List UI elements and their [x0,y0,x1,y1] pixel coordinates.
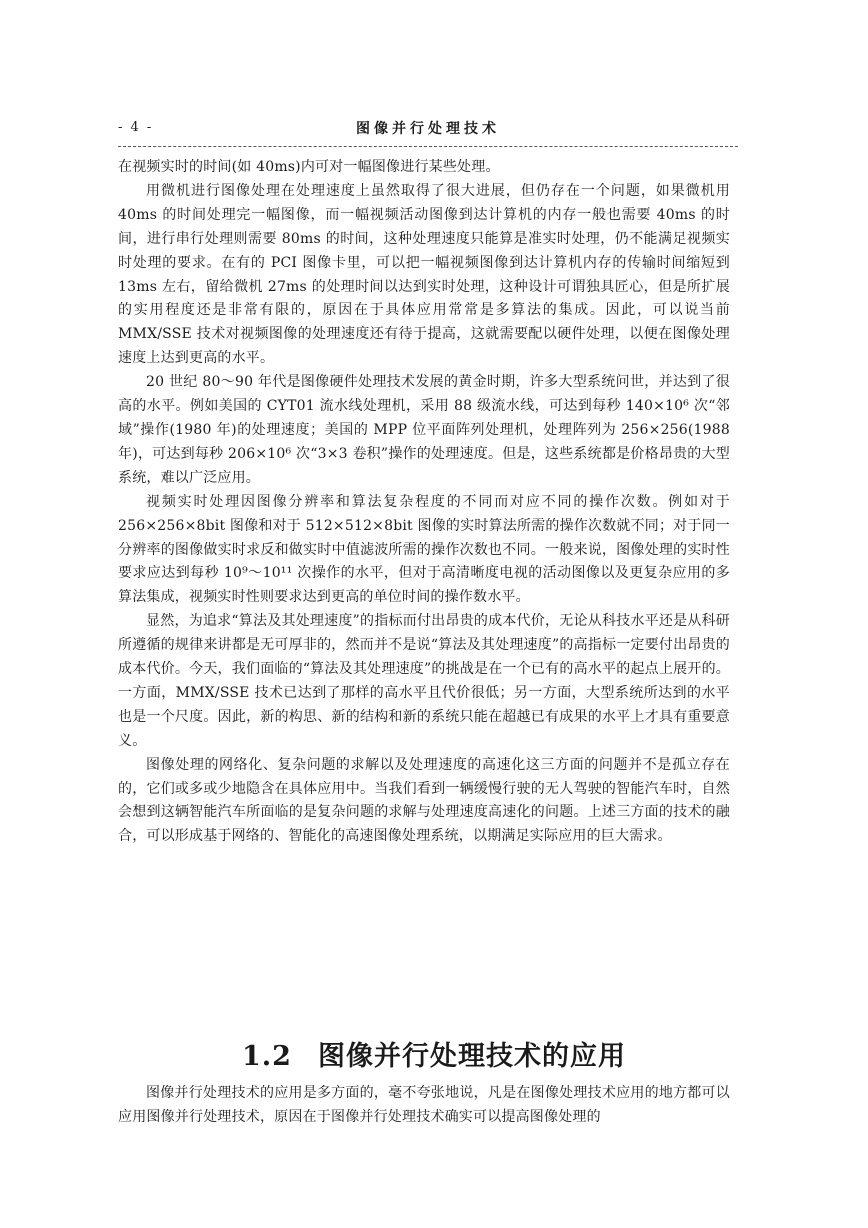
paragraph-continued: 在视频实时的时间(如 40ms)内可对一幅图像进行某些处理。 [118,159,500,175]
section-title: 图像并行处理技术的应用 [317,1041,626,1073]
running-title: 图像并行处理技术 [356,121,500,137]
running-header [118,118,738,142]
body-text [118,156,730,849]
section-text [118,1082,730,1130]
paragraph: 视频实时处理因图像分辨率和算法复杂程度的不同而对应不同的操作次数。例如对于 256×256×8bit 图像和对于 512×512×8bit 图像的实时算法所需的操作次数就不同；对于同一分辨率的图像做实时求反和做实时中值滤波所需的操作次数也不同。一般来说，图像处理的实时性要求应达到每秒 10⁹～10¹¹ 次操作的水平，但对于高清晰度电视的活动图像以及更复杂应用的多算法集成，视频实时性则要求达到更高的单位时间的操作数水平。 [118,493,730,606]
paragraph: 用微机进行图像处理在处理速度上虽然取得了很大进展，但仍存在一个问题，如果微机用 40ms 的时间处理完一幅图像，而一幅视频活动图像到达计算机的内存一般也需要 40ms 的时间，进行串行处理则需要 80ms 的时间，这种处理速度只能算是准实时处理，仍不能满足视频实时处理的要求。在有的 PCI 图像卡里，可以把一幅视频图像到达计算机内存的传输时间缩短到 13ms 左右，留给微机 27ms 的处理时间以达到实时处理，这种设计可谓独具匠心，但是所扩展的实用程度还是非常有限的，原因在于具体应用常常是多算法的集成。因此，可以说当前 MMX/SSE 技术对视频图像的处理速度还有待于提高，这就需要配以硬件处理，以便在图像处理速度上达到更高的水平。 [118,182,730,367]
section-heading [0,1034,868,1073]
section-number: 1.2 [242,1041,292,1073]
section-paragraph: 图像并行处理技术的应用是多方面的，毫不夸张地说，凡是在图像处理技术应用的地方都可以应用图像并行处理技术，原因在于图像并行处理技术确实可以提高图像处理的 [118,1085,730,1125]
paragraph: 显然，为追求“算法及其处理速度”的指标而付出昂贵的成本代价，无论从科技水平还是从科研所遵循的规律来讲都是无可厚非的，然而并不是说“算法及其处理速度”的高指标一定要付出昂贵的成本代价。今天，我们面临的“算法及其处理速度”的挑战是在一个已有的高水平的起点上展开的。一方面，MMX/SSE 技术已达到了那样的高水平且代价很低；另一方面，大型系统所达到的水平也是一个尺度。因此，新的构思、新的结构和新的系统只能在超越已有成果的水平上才具有重要意义。 [118,613,730,749]
paragraph: 图像处理的网络化、复杂问题的求解以及处理速度的高速化这三方面的问题并不是孤立存在的，它们或多或少地隐含在具体应用中。当我们看到一辆缓慢行驶的无人驾驶的智能汽车时，自然会想到这辆智能汽车所面临的是复杂问题的求解与处理速度高速化的问题。上述三方面的技术的融合，可以形成基于网络的、智能化的高速图像处理系统，以期满足实际应用的巨大需求。 [118,756,730,845]
page-number: - 4 - [118,120,154,135]
header-rule [118,146,738,147]
paragraph: 20 世纪 80～90 年代是图像硬件处理技术发展的黄金时期，许多大型系统问世，并达到了很高的水平。例如美国的 CYT01 流水线处理机，采用 88 级流水线，可达到每秒 140×10⁶ 次“邻域”操作(1980 年)的处理速度；美国的 MPP 位平面阵列处理机，处理阵列为 256×256(1988 年)，可达到每秒 206×10⁶ 次“3×3 卷积”操作的处理速度。但是，这些系统都是价格昂贵的大型系统，难以广泛应用。 [118,374,730,486]
